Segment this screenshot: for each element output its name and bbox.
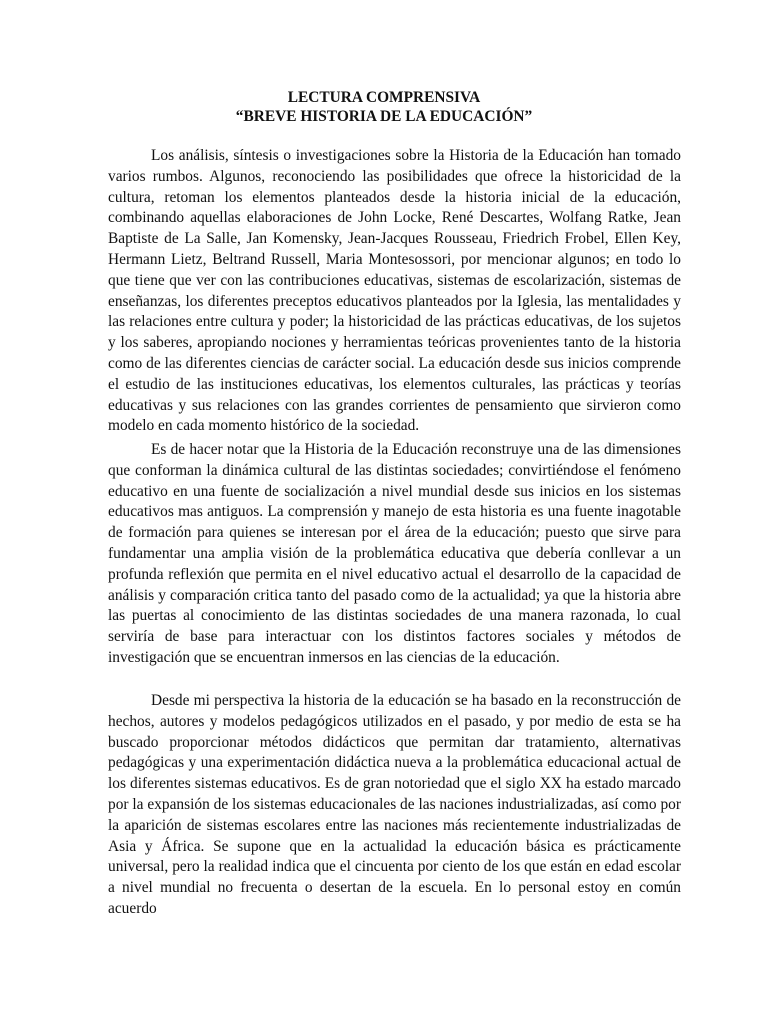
document-title bbox=[0, 88, 768, 126]
paragraph-2-block bbox=[108, 440, 681, 669]
title-line-1: LECTURA COMPRENSIVA bbox=[287, 89, 481, 106]
paragraph-1-block bbox=[108, 146, 681, 437]
paragraph-2: Es de hacer notar que la Historia de la Educación reconstruye una de las dimensiones que conforman la dinámica cultural de las distintas sociedades; convirtiéndose el fenómeno educativo en una fuente de socialización a nivel mundial desde sus inicios en los sistemas educativos mas antiguos. La comprensión y manejo de esta historia es una fuente inagotable de formación para quienes se interesan por el área de la educación; puesto que sirve para fundamentar una amplia visión de la problemática educativa que debería conllevar a un profunda reflexión que permita en el nivel educativo actual el desarrollo de la capacidad de análisis y comparación critica tanto del pasado como de la actualidad; ya que la historia abre las puertas al conocimiento de las distintas sociedades de una manera razonada, lo cual serviría de base para interactuar con los distintos factores sociales y métodos de investigación que se encuentran inmersos en las ciencias de la educación. bbox=[108, 441, 681, 666]
paragraph-3-block bbox=[108, 691, 681, 917]
paragraph-3: Desde mi perspectiva la historia de la educación se ha basado en la reconstrucción de hechos, autores y modelos pedagógicos utilizados en el pasado, y por medio de esta se ha buscado proporcionar métodos didácticos que permitan dar tratamiento, alternativas pedagógicas y una experimentación didáctica nueva a la problemática educacional actual de los diferentes sistemas educativos. Es de gran notoriedad que el siglo XX ha estado marcado por la expansión de los sistemas educacionales de las naciones industrializadas, así como por la aparición de sistemas escolares entre las naciones más recientemente industrializadas de Asia y África. Se supone que en la actualidad la educación básica es prácticamente universal, pero la realidad indica que el cincuenta por ciento de los que están en edad escolar a nivel mundial no frecuenta o desertan de la escuela. En lo personal estoy en común acuerdo bbox=[108, 692, 681, 917]
title-line-2: “BREVE HISTORIA DE LA EDUCACIÓN” bbox=[235, 108, 533, 125]
paragraph-1: Los análisis, síntesis o investigaciones sobre la Historia de la Educación han tomado varios rumbos. Algunos, reconociendo las posibilidades que ofrece la historicidad de la cultura, retoman los elementos planteados desde la historia inicial de la educación, combinando aquellas elaboraciones de John Locke, René Descartes, Wolfang Ratke, Jean Baptiste de La Salle, Jan Komensky, Jean-Jacques Rousseau, Friedrich Frobel, Ellen Key, Hermann Lietz, Beltrand Russell, Maria Montesossori, por mencionar algunos; en todo lo que tiene que ver con las contribuciones educativas, sistemas de escolarización, sistemas de enseñanzas, los diferentes preceptos educativos planteados por la Iglesia, las mentalidades y las relaciones entre cultura y poder; la historicidad de las prácticas educativas, de los sujetos y los saberes, apropiando nociones y herramientas teóricas provenientes tanto de la historia como de las diferentes ciencias de carácter social. La educación desde sus inicios comprende el estudio de las instituciones educativas, los elementos culturales, las prácticas y teorías educativas y sus relaciones con las grandes corrientes de pensamiento que sirvieron como modelo en cada momento histórico de la sociedad. bbox=[108, 147, 681, 435]
